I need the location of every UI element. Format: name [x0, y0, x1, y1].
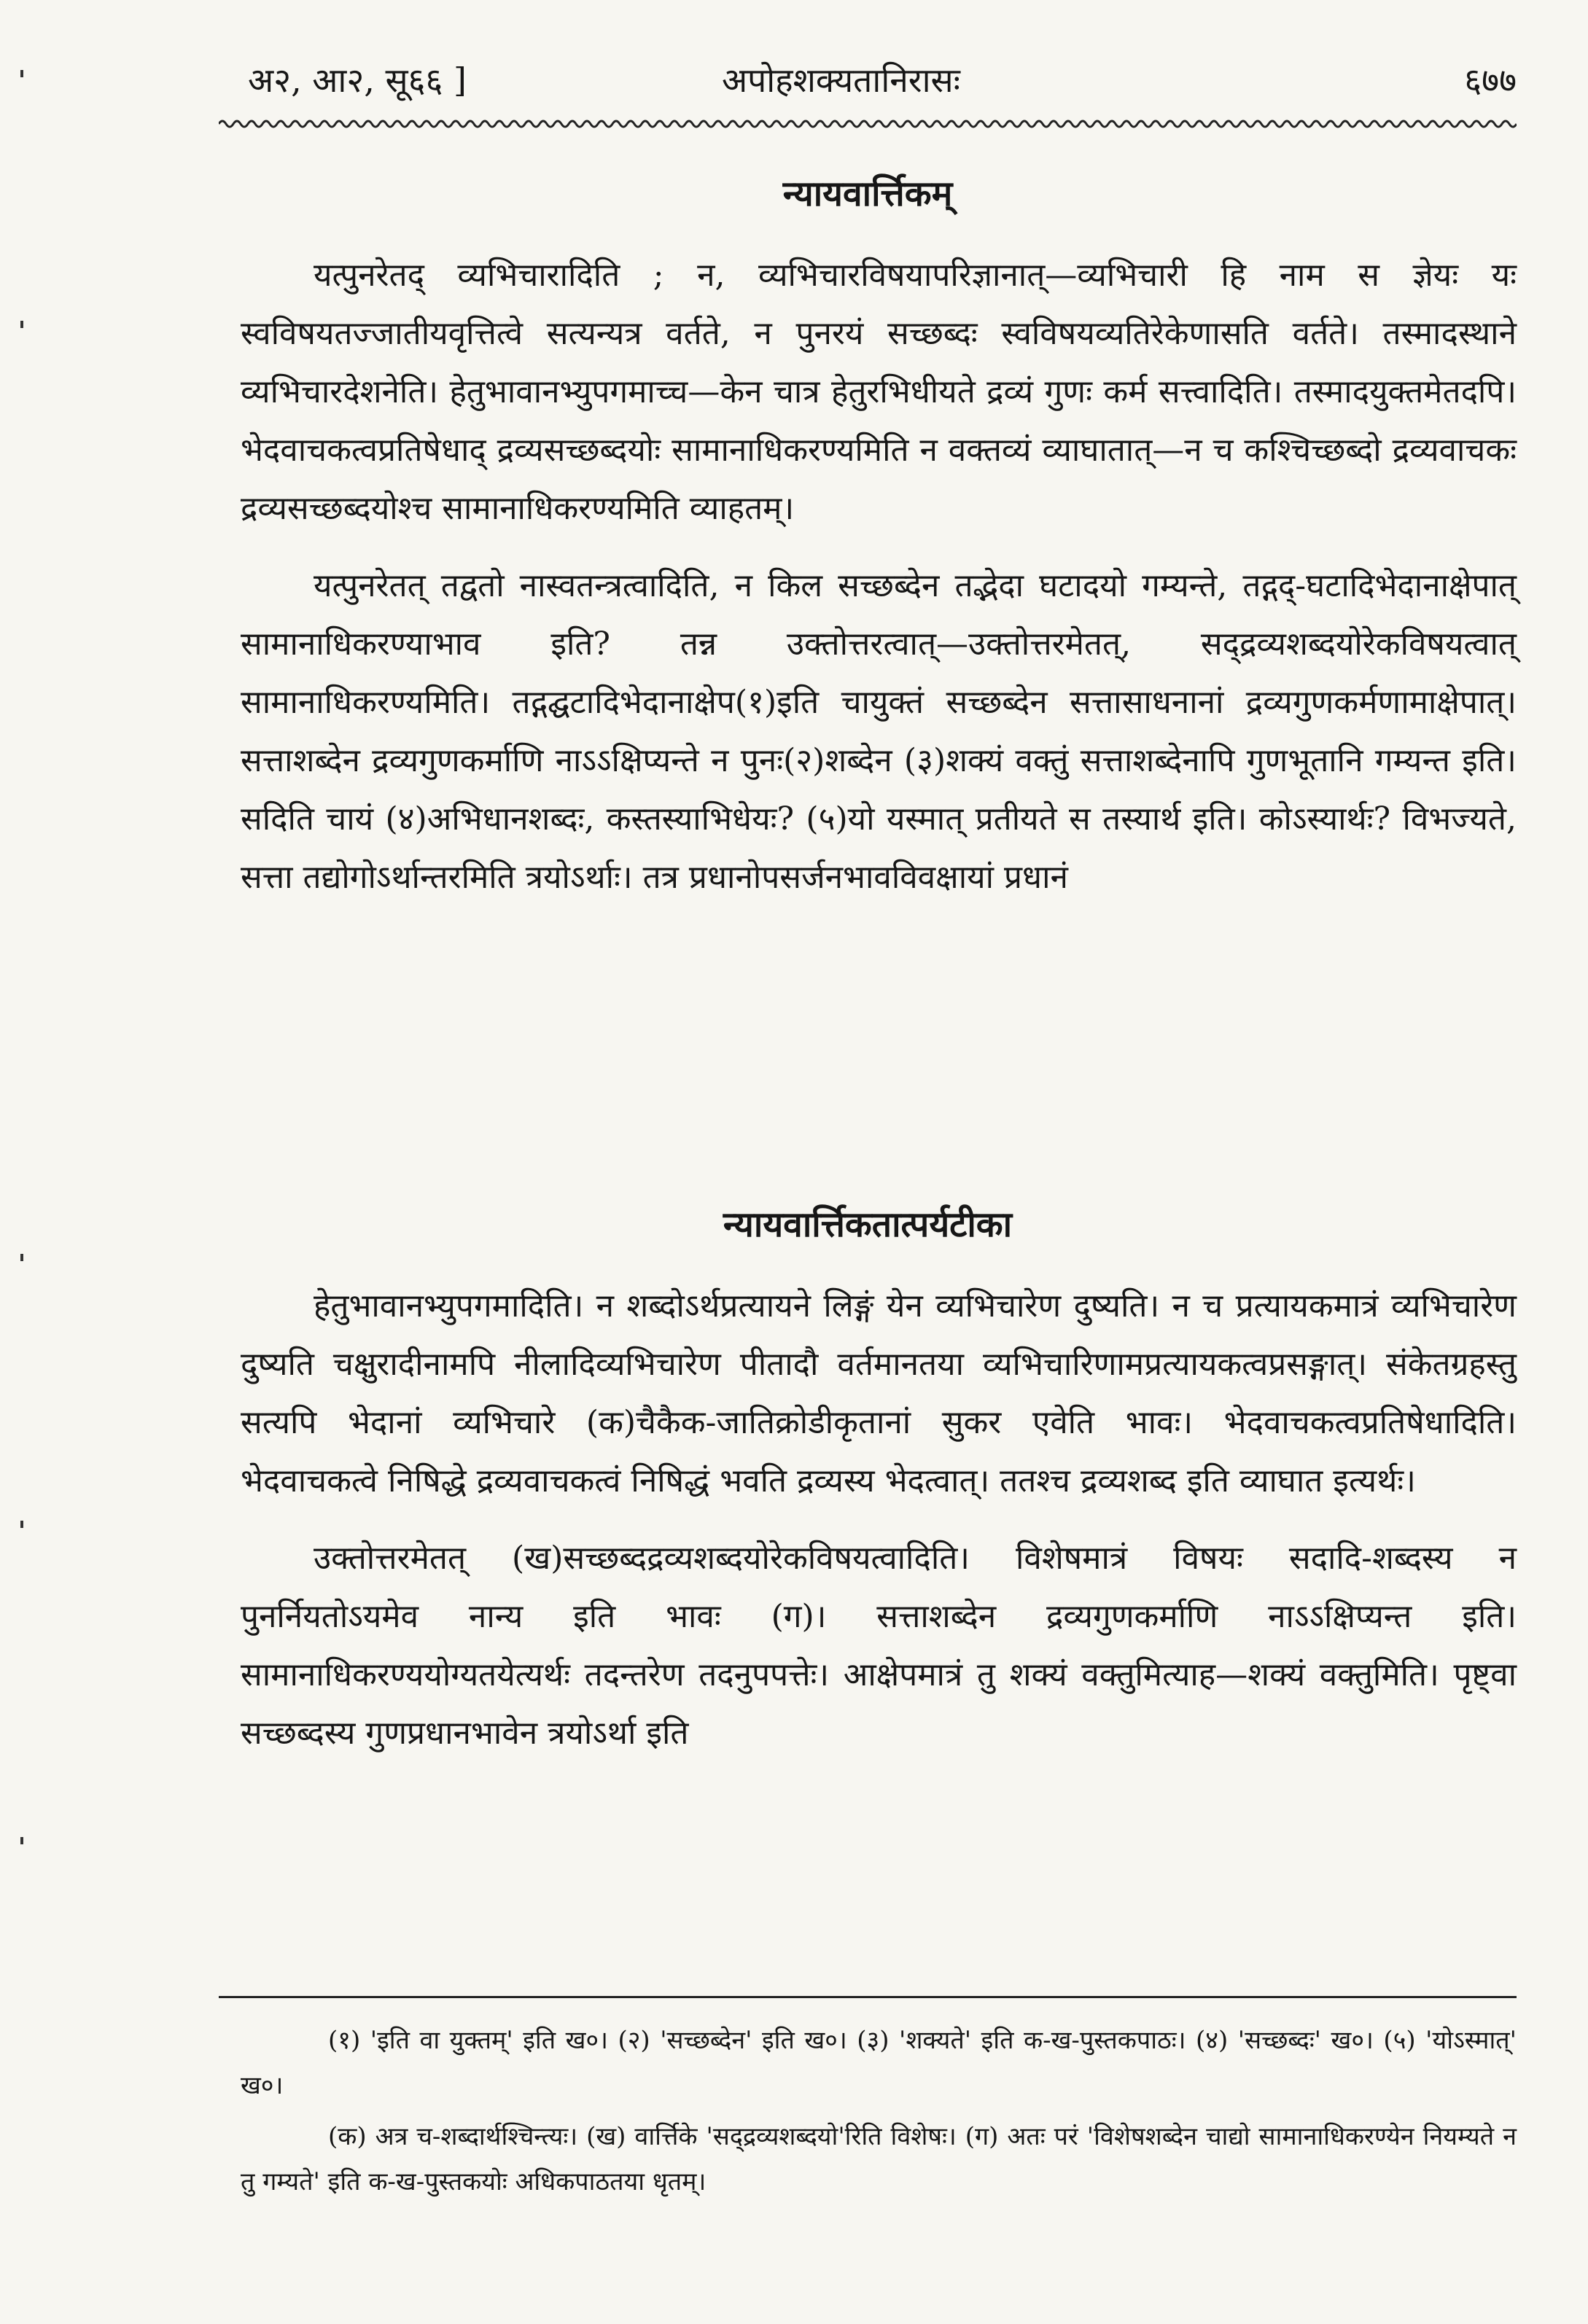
tika-text [241, 1277, 1517, 1782]
footnotes [241, 2018, 1517, 2210]
header-title: अपोहशक्यतानिरासः [722, 61, 960, 100]
section-heading-tika: न्यायवार्त्तिकतात्पर्यटीका [723, 1204, 1013, 1245]
footnote-lettered: (क) अत्र च-शब्दार्थश्चिन्त्यः। (ख) वार्त्तिके 'सद्द्रव्यशब्दयो'रिति विशेषः। (ग) अतः परं 'विशेषशब्देन चाद्यो सामानाधिकरण्येन नियम्यते न तु गम्यते' इति क-ख-पुस्तकयोः अधिकपाठतया धृतम्। [241, 2122, 1517, 2196]
tika-paragraph-1: हेतुभावानभ्युपगमादिति। न शब्दोऽर्थप्रत्यायने लिङ्गं येन व्यभिचारेण दुष्यति। न च प्रत्यायकमात्रं व्यभिचारेण दुष्यति चक्षुरादीनामपि नीलादिव्यभिचारेण पीतादौ वर्तमानतया व्यभिचारिणामप्रत्यायकत्वप्रसङ्गात्। संकेतग्रहस्तु सत्यपि भेदानां व्यभिचारे (क)चैकैक-जातिक्रोडीकृतानां सुकर एवेति भावः। भेदवाचकत्वप्रतिषेधादिति। भेदवाचकत्वे निषिद्धे द्रव्यवाचकत्वं निषिद्धं भवति द्रव्यस्य भेदत्वात्। ततश्च द्रव्यशब्द इति व्याघात इत्यर्थः। [241, 1287, 1517, 1500]
vartika-text [241, 246, 1517, 926]
page-number: ६७७ [1464, 61, 1517, 100]
margin-mark [20, 321, 23, 328]
margin-mark [20, 1521, 23, 1528]
footnote-rule [219, 1996, 1517, 1998]
header-reference: अ२, आ२, सू६६ ] [248, 61, 467, 100]
section-heading-vartika: न्यायवार्त्तिकम् [782, 173, 953, 214]
vartika-paragraph-2: यत्पुनरेतत् तद्वतो नास्वतन्त्रत्वादिति, न किल सच्छब्देन तद्भेदा घटादयो गम्यन्ते, तद्गद्-घटादिभेदानाक्षेपात् सामानाधिकरण्याभाव इति? तन्न उक्तोत्तरत्वात्—उक्तोत्तरमेतत्, सद्द्रव्यशब्दयोरेकविषयत्वात् सामानाधिकरण्यमिति। तद्गद्घटादिभेदानाक्षेप(१)इति चायुक्तं सच्छब्देन सत्तासाधनानां द्रव्यगुणकर्मणामाक्षेपात्। सत्ताशब्देन द्रव्यगुणकर्माणि नाऽऽक्षिप्यन्ते न पुनः(२)शब्देन (३)शक्यं वक्तुं सत्ताशब्देनापि गुणभूतानि गम्यन्त इति। सदिति चायं (४)अभिधानशब्दः, कस्तस्याभिधेयः? (५)यो यस्मात् प्रतीयते स तस्यार्थ इति। कोऽस्यार्थः? विभज्यते, सत्ता तद्योगोऽर्थान्तरमिति त्रयोऽर्थाः। तत्र प्रधानोपसर्जनभावविवक्षायां प्रधानं [241, 567, 1517, 896]
vartika-paragraph-1: यत्पुनरेतद् व्यभिचारादिति ; न, व्यभिचारविषयापरिज्ञानात्—व्यभिचारी हि नाम स ज्ञेयः यः स्वविषयतज्जातीयवृत्तित्वे सत्यन्यत्र वर्तते, न पुनरयं सच्छब्दः स्वविषयव्यतिरेकेणासति वर्तते। तस्मादस्थाने व्यभिचारदेशनेति। हेतुभावानभ्युपगमाच्च—केन चात्र हेतुरभिधीयते द्रव्यं गुणः कर्म सत्त्वादिति। तस्मादयुक्तमेतदपि। भेदवाचकत्वप्रतिषेधाद् द्रव्यसच्छब्दयोः सामानाधिकरण्यमिति न वक्तव्यं व्याघातात्—न च कश्चिच्छब्दो द्रव्यवाचकः द्रव्यसच्छब्दयोश्च सामानाधिकरण्यमिति व्याहतम्। [241, 257, 1517, 527]
margin-mark [20, 1837, 23, 1844]
tika-paragraph-2: उक्तोत्तरमेतत् (ख)सच्छब्दद्रव्यशब्दयोरेकविषयत्वादिति। विशेषमात्रं विषयः सदादि-शब्दस्य न पुनर्नियतोऽयमेव नान्य इति भावः (ग)। सत्ताशब्देन द्रव्यगुणकर्माणि नाऽऽक्षिप्यन्त इति। सामानाधिकरण्ययोग्यतयेत्यर्थः तदन्तरेण तदनुपपत्तेः। आक्षेपमात्रं तु शक्यं वक्तुमित्याह—शक्यं वक्तुमिति। पृष्ट्वा सच्छब्दस्य गुणप्रधानभावेन त्रयोऽर्था इति [241, 1540, 1517, 1752]
running-header [219, 57, 1517, 108]
margin-mark [20, 1254, 23, 1261]
footnote-numbered: (१) 'इति वा युक्तम्' इति ख०। (२) 'सच्छब्देन' इति ख०। (३) 'शक्यते' इति क-ख-पुस्तकपाठः। (४) 'सच्छब्दः' ख०। (५) 'योऽस्मात्' ख०। [241, 2026, 1517, 2100]
wavy-divider [219, 115, 1517, 133]
margin-mark [20, 70, 23, 77]
